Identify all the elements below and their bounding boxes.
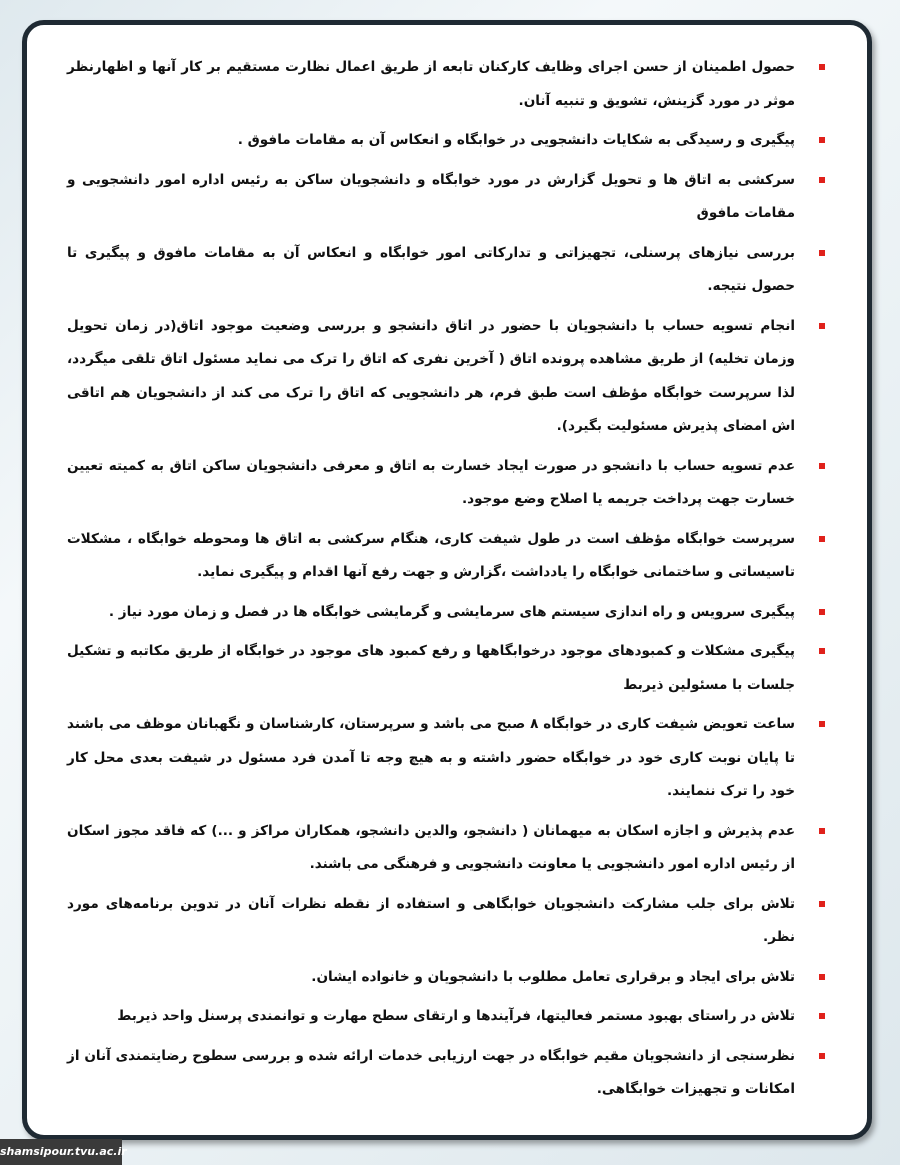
red-square-bullet-icon — [819, 536, 825, 542]
list-item — [67, 888, 837, 955]
list-item-text: نظرسنجی از دانشجویان مقیم خوابگاه در جهت ارزیابی خدمات ارائه شده و بررسی سطوح رضایتمندی آنان از امکانات و تجهیزات خوابگاهی. — [67, 1047, 795, 1097]
red-square-bullet-icon — [819, 1053, 825, 1059]
list-item — [67, 961, 837, 995]
list-item — [67, 596, 837, 630]
list-item — [67, 450, 837, 517]
list-item — [67, 1000, 837, 1034]
red-square-bullet-icon — [819, 901, 825, 907]
list-item-text: انجام تسویه حساب با دانشجویان با حضور در اتاق دانشجو و بررسی وضعیت موجود اتاق(در زمان تحویل وزمان تخلیه) از طریق مشاهده پرونده اتاق ( آخرین نفری که اتاق را ترک می نماید مسئول اتاق تلقی میگردد، لذا سرپرست خوابگاه مؤظف است طبق فرم، هر دانشجویی که اتاق را ترک می کند از دانشجویان هم اتاقی اش امضای پذیرش مسئولیت بگیرد). — [67, 317, 795, 434]
red-square-bullet-icon — [819, 64, 825, 70]
red-square-bullet-icon — [819, 974, 825, 980]
list-item — [67, 310, 837, 444]
list-item — [67, 523, 837, 590]
website-watermark: shamsipour.tvu.ac.ir — [0, 1139, 122, 1165]
red-square-bullet-icon — [819, 177, 825, 183]
list-item-text: عدم پذیرش و اجازه اسکان به میهمانان ( دانشجو، والدین دانشجو، همکاران مراکز و ...) که فاقد مجوز اسکان از رئیس اداره امور دانشجویی یا معاونت دانشجویی و فرهنگی می باشند. — [67, 822, 795, 872]
list-item-text: تلاش برای جلب مشارکت دانشجویان خوابگاهی و استفاده از نقطه نظرات آنان در تدوین برنامه‌های مورد نظر. — [67, 895, 795, 945]
list-item-text: پیگیری و رسیدگی به شکایات دانشجویی در خوابگاه و انعکاس آن به مقامات مافوق . — [237, 132, 795, 148]
list-item-text: سرپرست خوابگاه مؤظف است در طول شیفت کاری، هنگام سرکشی به اتاق ها ومحوطه خوابگاه ، مشکلات تاسیساتی و ساختمانی خوابگاه را یادداشت ،گزارش و جهت رفع آنها اقدام و پیگیری نماید. — [67, 530, 795, 580]
list-item-text: بررسی نیازهای پرسنلی، تجهیزاتی و تدارکاتی امور خوابگاه و انعکاس آن به مقامات مافوق و پیگیری تا حصول نتیجه. — [67, 244, 795, 294]
list-item — [67, 815, 837, 882]
list-item-text: پیگیری مشکلات و کمبودهای موجود درخوابگاهها و رفع کمبود های موجود در خوابگاه از طریق مکاتبه و تشکیل جلسات با مسئولین ذیربط — [67, 643, 795, 693]
list-item — [67, 51, 837, 118]
list-item — [67, 1040, 837, 1107]
list-item-text: تلاش برای ایجاد و برقراری تعامل مطلوب با دانشجویان و خانواده ایشان. — [311, 968, 795, 985]
list-item-text: تلاش در راستای بهبود مستمر فعالیتها، فرآیندها و ارتقای سطح مهارت و توانمندی پرسنل واحد ذیربط — [117, 1008, 795, 1024]
red-square-bullet-icon — [819, 463, 825, 469]
red-square-bullet-icon — [819, 721, 825, 727]
duties-list — [67, 51, 837, 1107]
list-item — [67, 708, 837, 809]
red-square-bullet-icon — [819, 323, 825, 329]
list-item — [67, 237, 837, 304]
document-frame — [22, 20, 872, 1140]
list-item-text: حصول اطمینان از حسن اجرای وظایف کارکنان تابعه از طریق اعمال نظارت مستقیم بر کار آنها و اظهارنظر موثر در مورد گزینش، تشویق و تنبیه آنان. — [67, 59, 795, 109]
list-item-text: سرکشی به اتاق ها و تحویل گزارش در مورد خوابگاه و دانشجویان ساکن به رئیس اداره امور دانشجویی و مقامات مافوق — [67, 171, 795, 221]
red-square-bullet-icon — [819, 250, 825, 256]
list-item — [67, 635, 837, 702]
list-item-text: عدم تسویه حساب با دانشجو در صورت ایجاد خسارت به اتاق و معرفی دانشجویان ساکن اتاق به کمیته تعیین خسارت جهت پرداخت جریمه یا اصلاح وضع موجود. — [67, 457, 795, 507]
list-item-text: ساعت تعویض شیفت کاری در خوابگاه ۸ صبح می باشد و سرپرستان، کارشناسان و نگهبانان موظف می باشند تا پایان نوبت کاری خود در خوابگاه حضور داشته و به هیچ وجه تا آمدن فرد مسئول در شیفت بعدی محل کار خود را ترک ننمایند. — [67, 716, 795, 799]
list-item — [67, 124, 837, 158]
red-square-bullet-icon — [819, 828, 825, 834]
red-square-bullet-icon — [819, 609, 825, 615]
list-item-text: پیگیری سرویس و راه اندازی سیستم های سرمایشی و گرمایشی خوابگاه ها در فصل و زمان مورد نیاز . — [108, 603, 795, 620]
document-content — [67, 51, 837, 1113]
list-item — [67, 164, 837, 231]
red-square-bullet-icon — [819, 137, 825, 143]
red-square-bullet-icon — [819, 1013, 825, 1019]
red-square-bullet-icon — [819, 648, 825, 654]
